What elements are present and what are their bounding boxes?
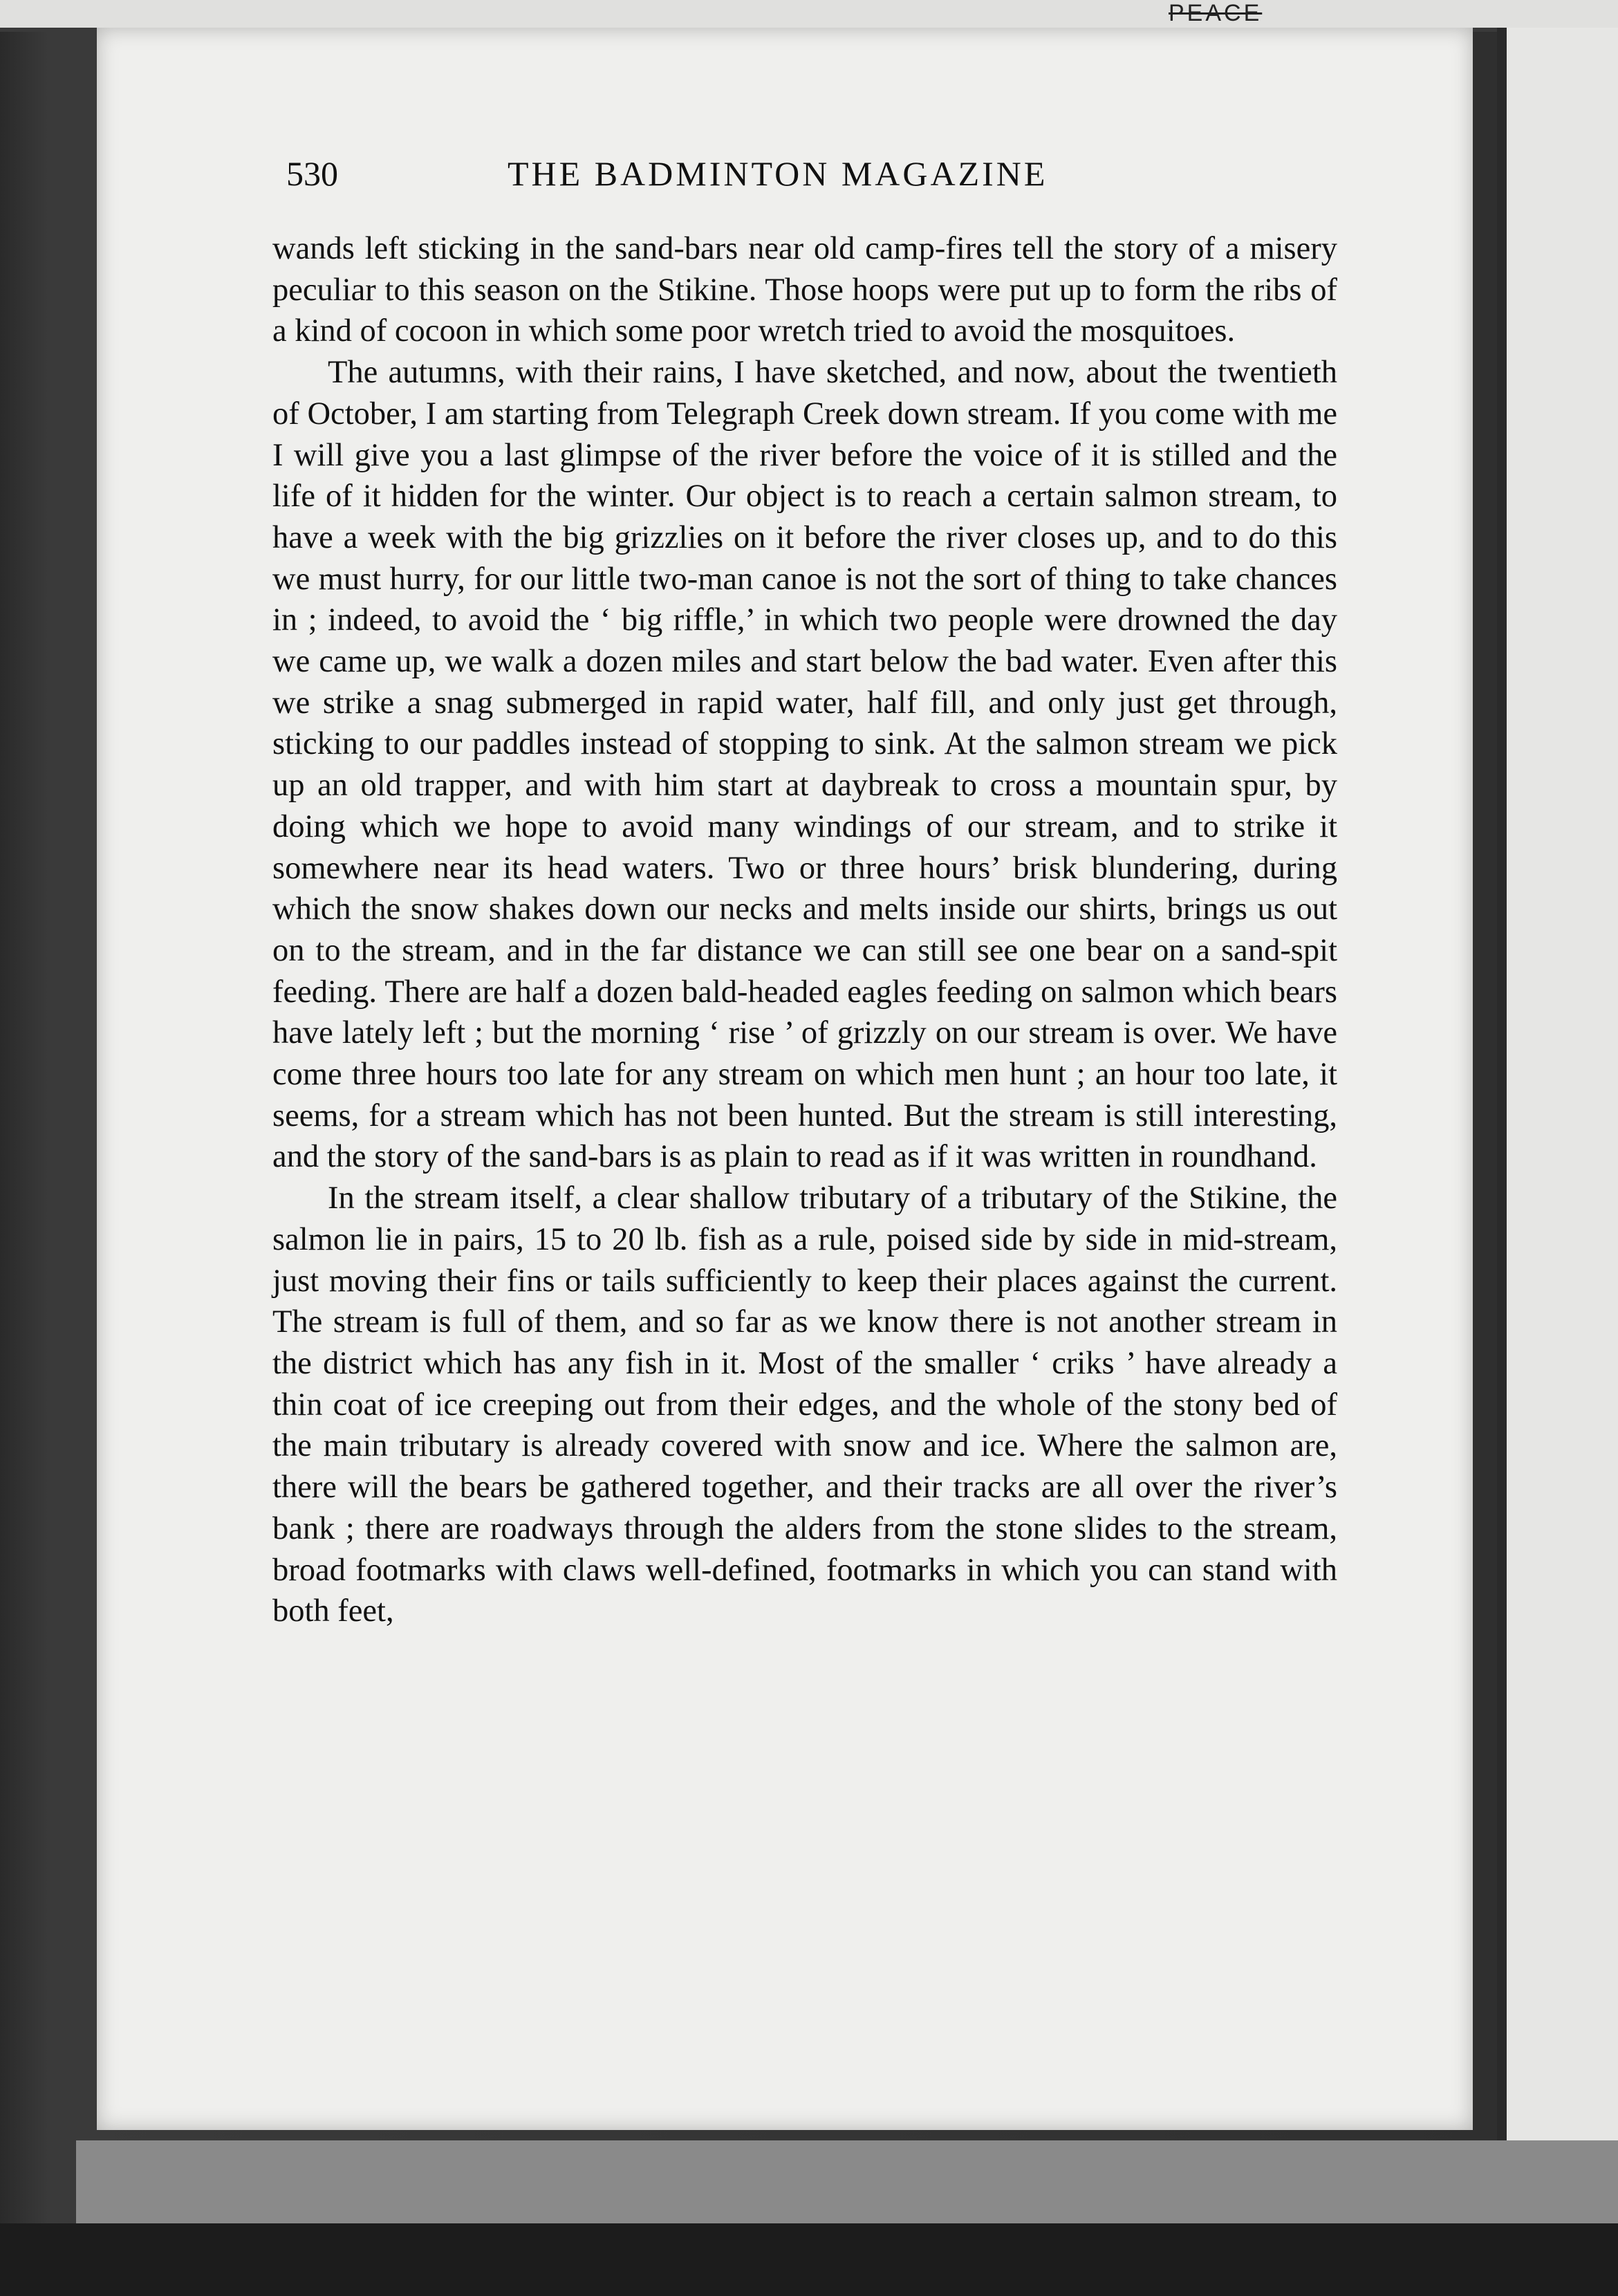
- page-number: 530: [286, 154, 338, 193]
- running-head: THE BADMINTON MAGAZINE: [508, 154, 1048, 193]
- adjacent-page-edge: [1497, 28, 1618, 2158]
- corner-tag: PEACE: [1169, 0, 1263, 26]
- bottom-page-edge: [76, 2140, 1618, 2223]
- paragraph-1: wands left sticking in the sand-bars near old camp-fires tell the story of a misery peculiar to this season on the Stikine. Those hoops were put up to form the ribs of a kind of cocoon in which some poor wretch tried to avoid the mosquitoes.: [272, 231, 1337, 349]
- paragraph-3: In the stream itself, a clear shallow tributary of a tributary of the Stikine, the salmon lie in pairs, 15 to 20 lb. fish as a rule, poised side by side in mid-stream, just moving their fins or tails sufficiently to keep their places against the current. The stream is full of them, and so far as we know there is not another stream in the district which has any fish in it. Most of the smaller ‘ criks ’ have already a thin coat of ice creeping out from their edges, and the whole of the stony bed of the main tributary is already covered with snow and ice. Where the salmon are, there will the bears be gathered together, and their tracks are all over the river’s bank ; there are roadways through the alders from the stone slides to the stream, broad footmarks with claws well-defined, footmarks in which you can stand with both feet,: [272, 1181, 1337, 1629]
- paragraph-2: The autumns, with their rains, I have sketched, and now, about the twentieth of October, I am starting from Telegraph Creek down stream. If you come with me I will give you a last glimpse of the river before the voice of it is stilled and the life of it hidden for the winter. Our object is to reach a certain salmon stream, to have a week with the big grizzlies on it before the river closes up, and to do this we must hurry, for our little two-man canoe is not the sort of thing to take chances in ; indeed, to avoid the ‘ big riffle,’ in which two people were drowned the day we came up, we walk a dozen miles and start below the bad water. Even after this we strike a snag submerged in rapid water, half fill, and only just get through, sticking to our paddles instead of stopping to sink. At the salmon stream we pick up an old trapper, and with him start at daybreak to cross a mountain spur, by doing which we hope to avoid many windings of our stream, and to strike it somewhere near its head waters. Two or three hours’ brisk blundering, during which the snow shakes down our necks and melts inside our shirts, brings us out on to the stream, and in the far distance we can still see one bear on a sand-spit feeding. There are half a dozen bald-headed eagles feeding on salmon which bears have lately left ; but the morning ‘ rise ’ of grizzly on our stream is over. We have come three hours too late for any stream on which men hunt ; an hour too late, it seems, for a stream which has not been hunted. But the stream is still interesting, and the story of the sand-bars is as plain to read as if it was written in roundhand.: [272, 355, 1337, 1175]
- article-body: [272, 228, 1337, 1632]
- scan-bottom-border: [0, 2223, 1618, 2296]
- page-header: [286, 154, 1123, 202]
